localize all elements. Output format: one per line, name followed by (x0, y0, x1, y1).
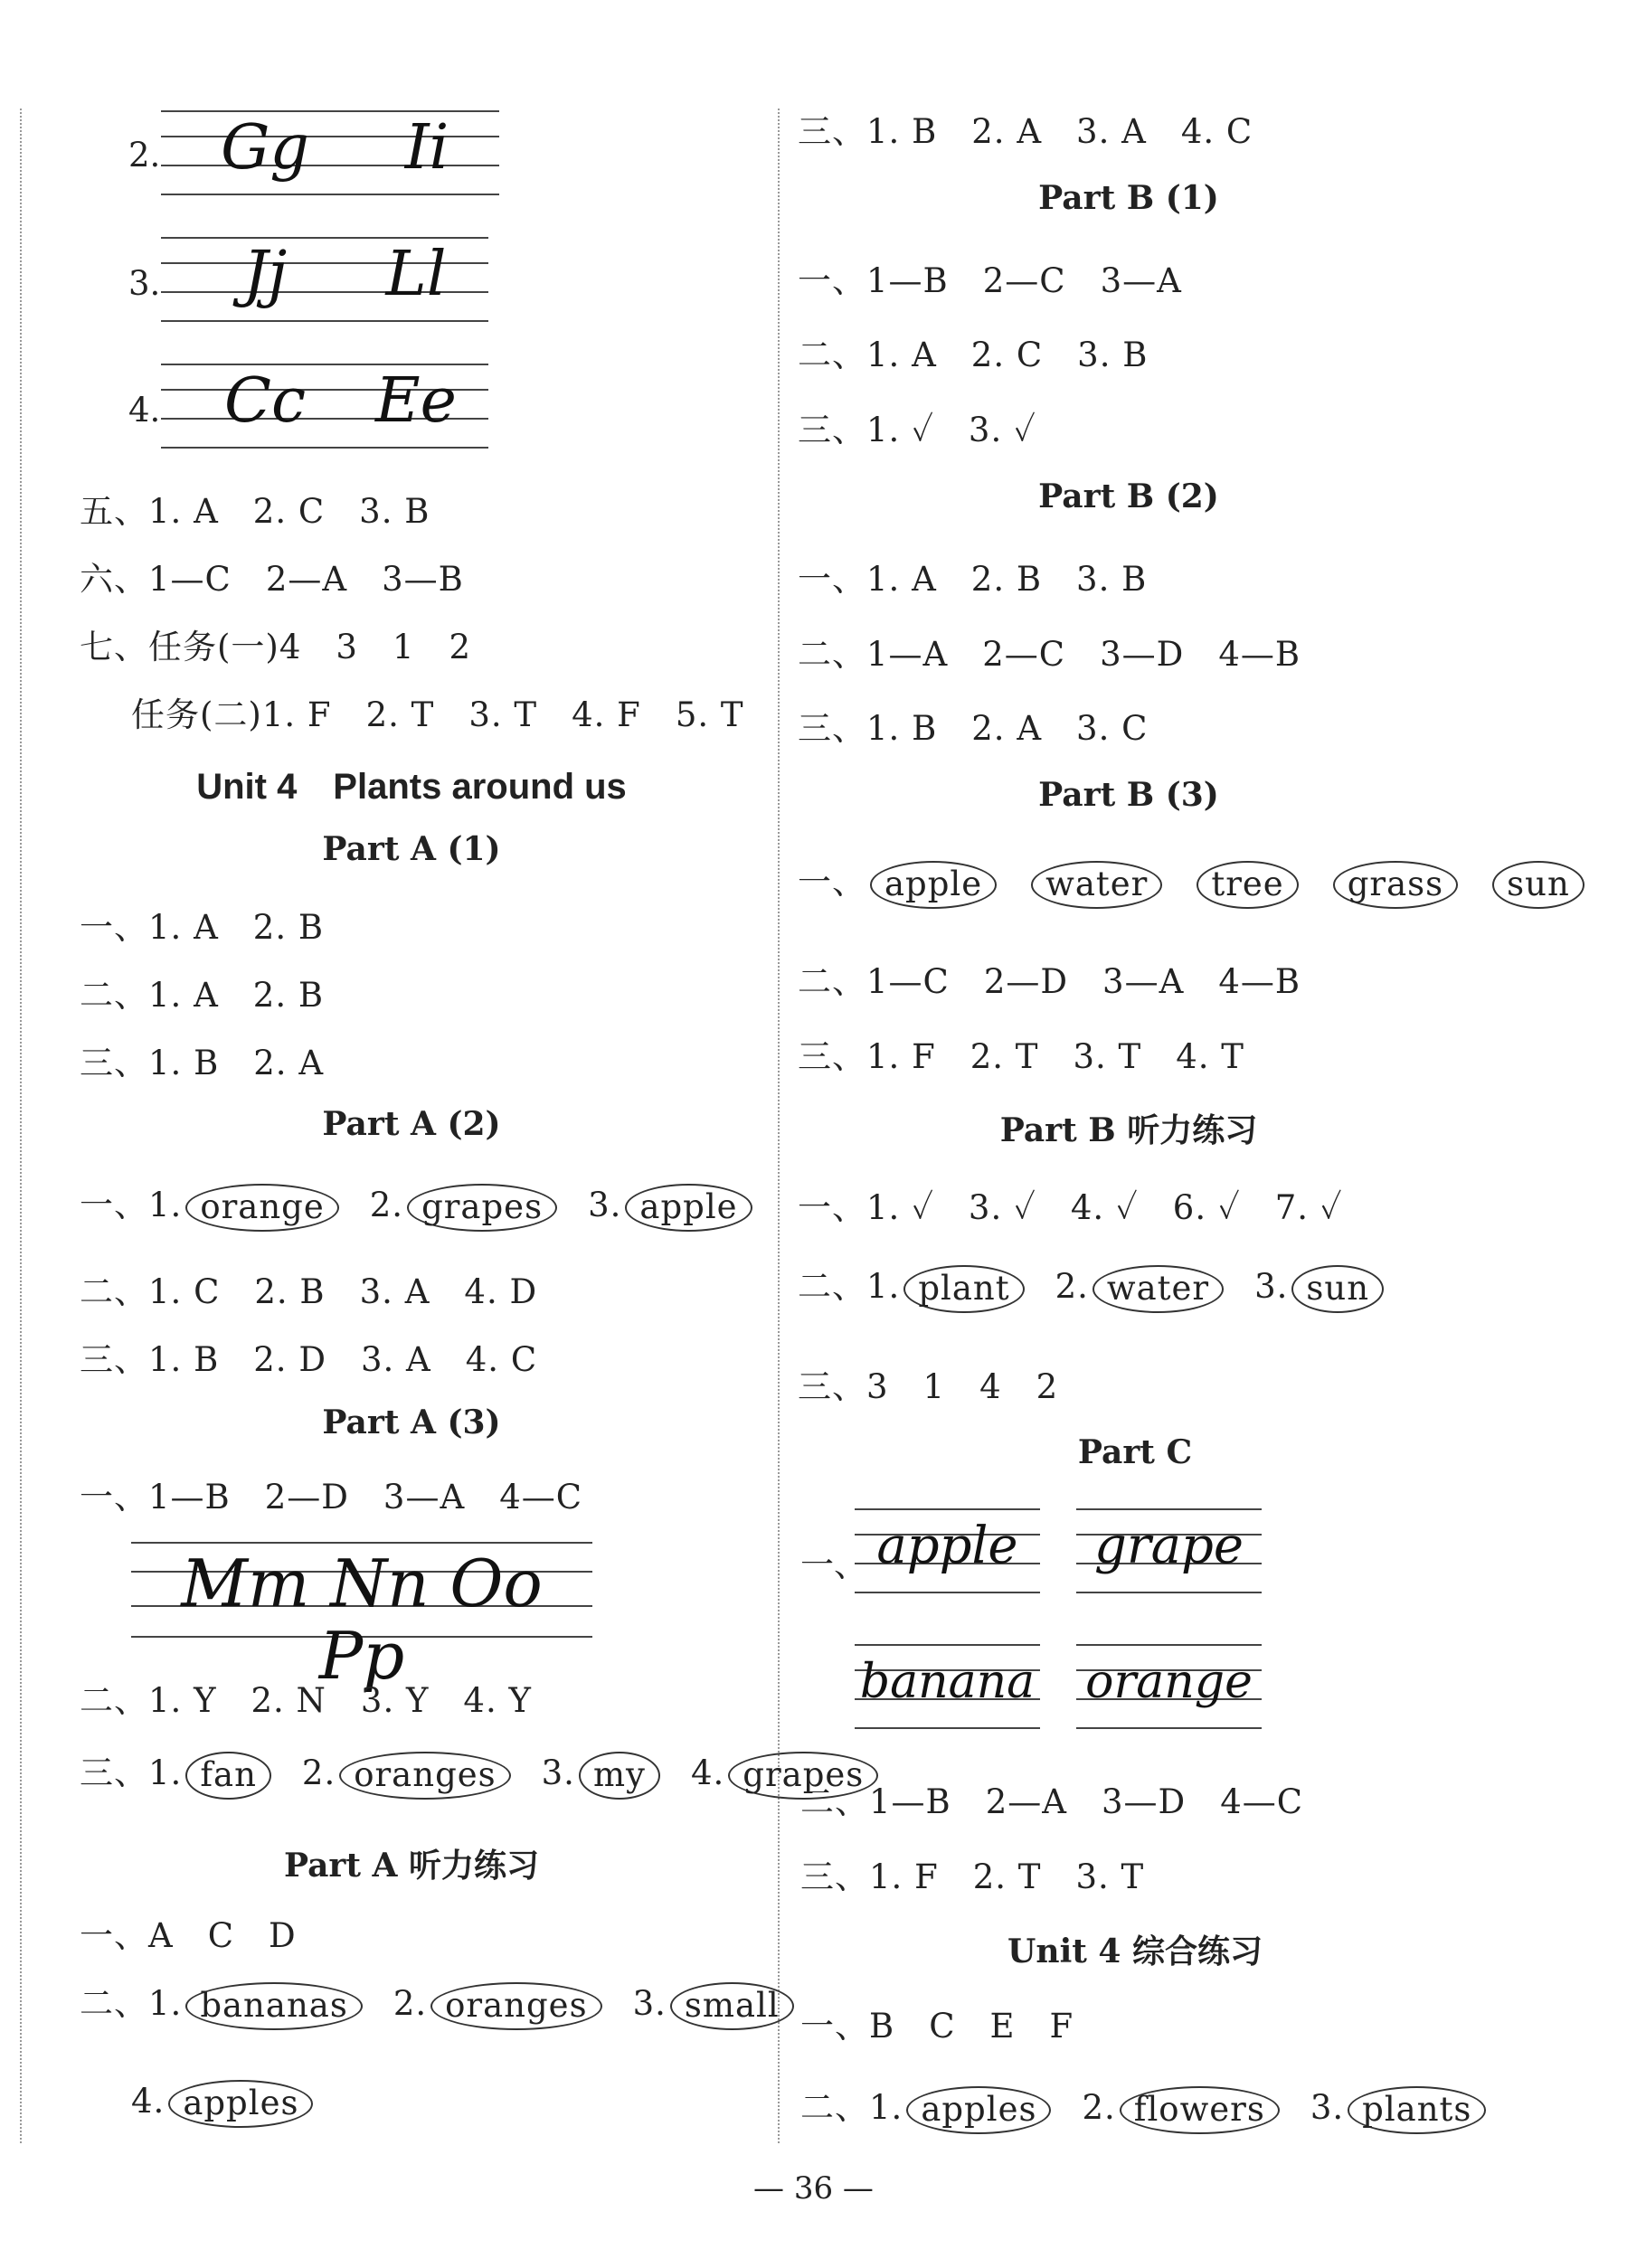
writing-grid (131, 1542, 592, 1694)
writing-num: 4. (128, 391, 161, 430)
circled-word: apples (906, 2086, 1051, 2134)
answer-line-circled (80, 1745, 882, 1800)
handwriting-text: Ii (404, 112, 449, 184)
left-margin-dots (20, 109, 22, 2143)
section-heading: Part B (2) (1038, 477, 1219, 515)
answer-line: 二、1—A 2—C 3—D 4—B (798, 635, 1301, 674)
section-heading: Part B (3) (1038, 776, 1219, 814)
writing-grid (355, 110, 499, 196)
section-heading: Part A 听力练习 (283, 1847, 540, 1885)
circled-word: plants (1348, 2086, 1486, 2134)
answer-line: 三、1. F 2. T 3. T 4. T (798, 1037, 1244, 1076)
circled-word: flowers (1120, 2086, 1280, 2134)
handwriting-text: orange (1085, 1655, 1253, 1709)
handwriting-text: banana (859, 1655, 1036, 1709)
handwriting-text: Gg (221, 112, 309, 184)
writing-grid (855, 1644, 1040, 1730)
answer-line: 一、A C D (80, 1916, 297, 1955)
answer-line-circled (798, 855, 1588, 909)
circled-word: plant (903, 1265, 1024, 1313)
answer-line: 一、1. ✓ 3. ✓ 4. ✓ 6. ✓ 7. ✓ (798, 1188, 1343, 1227)
item-prefix: 二、1. (798, 1267, 901, 1306)
item-num: 3. (1254, 1267, 1289, 1306)
answer-line: 一、1—B 2—D 3—A 4—C (80, 1478, 583, 1517)
circled-word: apple (625, 1184, 752, 1232)
answer-line-circled (80, 1976, 798, 2030)
item-prefix: 三、1. (80, 1753, 183, 1792)
answer-line: 五、1. A 2. C 3. B (80, 492, 430, 531)
answer-line: 三、1. B 2. A 3. C (798, 709, 1149, 748)
answer-line: 三、1. B 2. D 3. A 4. C (80, 1340, 538, 1379)
unit-title: Unit 4 Plants around us (196, 767, 627, 807)
answer-line: 三、3 1 4 2 (798, 1367, 1059, 1406)
circled-word: apple (870, 861, 997, 909)
writing-num: 2. (128, 136, 161, 175)
answer-line: 三、1. ✓ 3. ✓ (798, 411, 1036, 449)
item-num: 2. (369, 1186, 404, 1224)
section-heading: Unit 4 综合练习 (1007, 1933, 1263, 1970)
writing-grid (161, 364, 369, 449)
item-num: 2. (301, 1753, 336, 1792)
answer-line: 一、1. A 2. B (80, 908, 325, 947)
answer-line: 二、1—B 2—A 3—D 4—C (800, 1782, 1304, 1821)
item-num: 3. (632, 1984, 667, 2023)
answer-line-circled (131, 2080, 317, 2128)
section-heading: Part B 听力练习 (999, 1111, 1258, 1149)
writing-grid (161, 110, 369, 196)
item-num: 2. (1082, 2088, 1116, 2127)
circled-word: small (670, 1982, 794, 2030)
answer-line: 二、1. C 2. B 3. A 4. D (80, 1272, 538, 1311)
item-num: 4. (690, 1753, 725, 1792)
page-number: — 36 — (753, 2170, 874, 2207)
column-divider (778, 109, 780, 2143)
answer-line: 一、1—B 2—C 3—A (798, 261, 1182, 300)
writing-grid (161, 237, 369, 323)
item-num: 3. (541, 1753, 575, 1792)
section-heading: Part C (1077, 1433, 1193, 1471)
circled-word: fan (185, 1752, 271, 1800)
writing-grid (344, 364, 488, 449)
answer-line: 七、任务(一)4 3 1 2 (80, 628, 472, 666)
section-heading: Part B (1) (1038, 179, 1219, 217)
section-heading: Part A (2) (322, 1105, 501, 1143)
item-prefix: 4. (131, 2081, 166, 2121)
handwriting-text: grape (1094, 1517, 1244, 1575)
item-prefix: 一、 (800, 1545, 867, 1584)
writing-grid (855, 1508, 1040, 1594)
item-num: 2. (1055, 1267, 1089, 1306)
answer-line: 六、1—C 2—A 3—B (80, 560, 464, 599)
handwriting-text: Ee (375, 365, 457, 437)
circled-word: grass (1333, 861, 1458, 909)
writing-grid (344, 237, 488, 323)
answer-line-circled (798, 1259, 1387, 1313)
circled-word: sun (1291, 1265, 1384, 1313)
circled-word: tree (1197, 861, 1298, 909)
handwriting-text: Ll (385, 239, 447, 310)
circled-word: grapes (728, 1752, 878, 1800)
circled-word: oranges (339, 1752, 510, 1800)
answer-line: 三、1. F 2. T 3. T (800, 1857, 1145, 1896)
circled-word: water (1093, 1265, 1224, 1313)
answer-line: 三、1. B 2. A 3. A 4. C (798, 112, 1253, 151)
circled-word: bananas (185, 1982, 363, 2030)
handwriting-text: Mm Nn Oo Pp (181, 1545, 543, 1694)
answer-line-circled (80, 1177, 756, 1232)
writing-num: 3. (128, 264, 161, 303)
answer-line: 一、B C E F (800, 2007, 1074, 2046)
circled-word: oranges (430, 1982, 601, 2030)
handwriting-text: apple (876, 1517, 1018, 1575)
circled-word: water (1031, 861, 1162, 909)
circled-word: sun (1492, 861, 1584, 909)
item-prefix: 一、 (798, 863, 866, 902)
item-prefix: 二、1. (80, 1984, 183, 2023)
writing-grid (1076, 1508, 1262, 1594)
handwriting-text: Cc (223, 365, 307, 437)
item-num: 3. (588, 1186, 622, 1224)
circled-word: orange (185, 1184, 338, 1232)
circled-word: apples (168, 2080, 313, 2128)
answer-line: 二、1. Y 2. N 3. Y 4. Y (80, 1681, 532, 1720)
answer-line: 二、1. A 2. B (80, 976, 325, 1015)
item-num: 2. (393, 1984, 428, 2023)
circled-word: grapes (407, 1184, 557, 1232)
answer-line: 二、1. A 2. C 3. B (798, 335, 1149, 374)
circled-word: my (579, 1752, 660, 1800)
answer-line: 三、1. B 2. A (80, 1044, 325, 1082)
item-prefix: 一、1. (80, 1186, 183, 1224)
handwriting-text: Jj (242, 239, 288, 310)
item-num: 3. (1310, 2088, 1345, 2127)
writing-grid (1076, 1644, 1262, 1730)
section-heading: Part A (3) (322, 1403, 501, 1441)
section-heading: Part A (1) (322, 830, 501, 868)
answer-line: 一、1. A 2. B 3. B (798, 560, 1148, 599)
answer-line: 二、1—C 2—D 3—A 4—B (798, 962, 1301, 1001)
answer-line-circled (800, 2080, 1490, 2134)
answer-line: 任务(二)1. F 2. T 3. T 4. F 5. T (131, 695, 744, 734)
item-prefix: 二、1. (800, 2088, 903, 2127)
